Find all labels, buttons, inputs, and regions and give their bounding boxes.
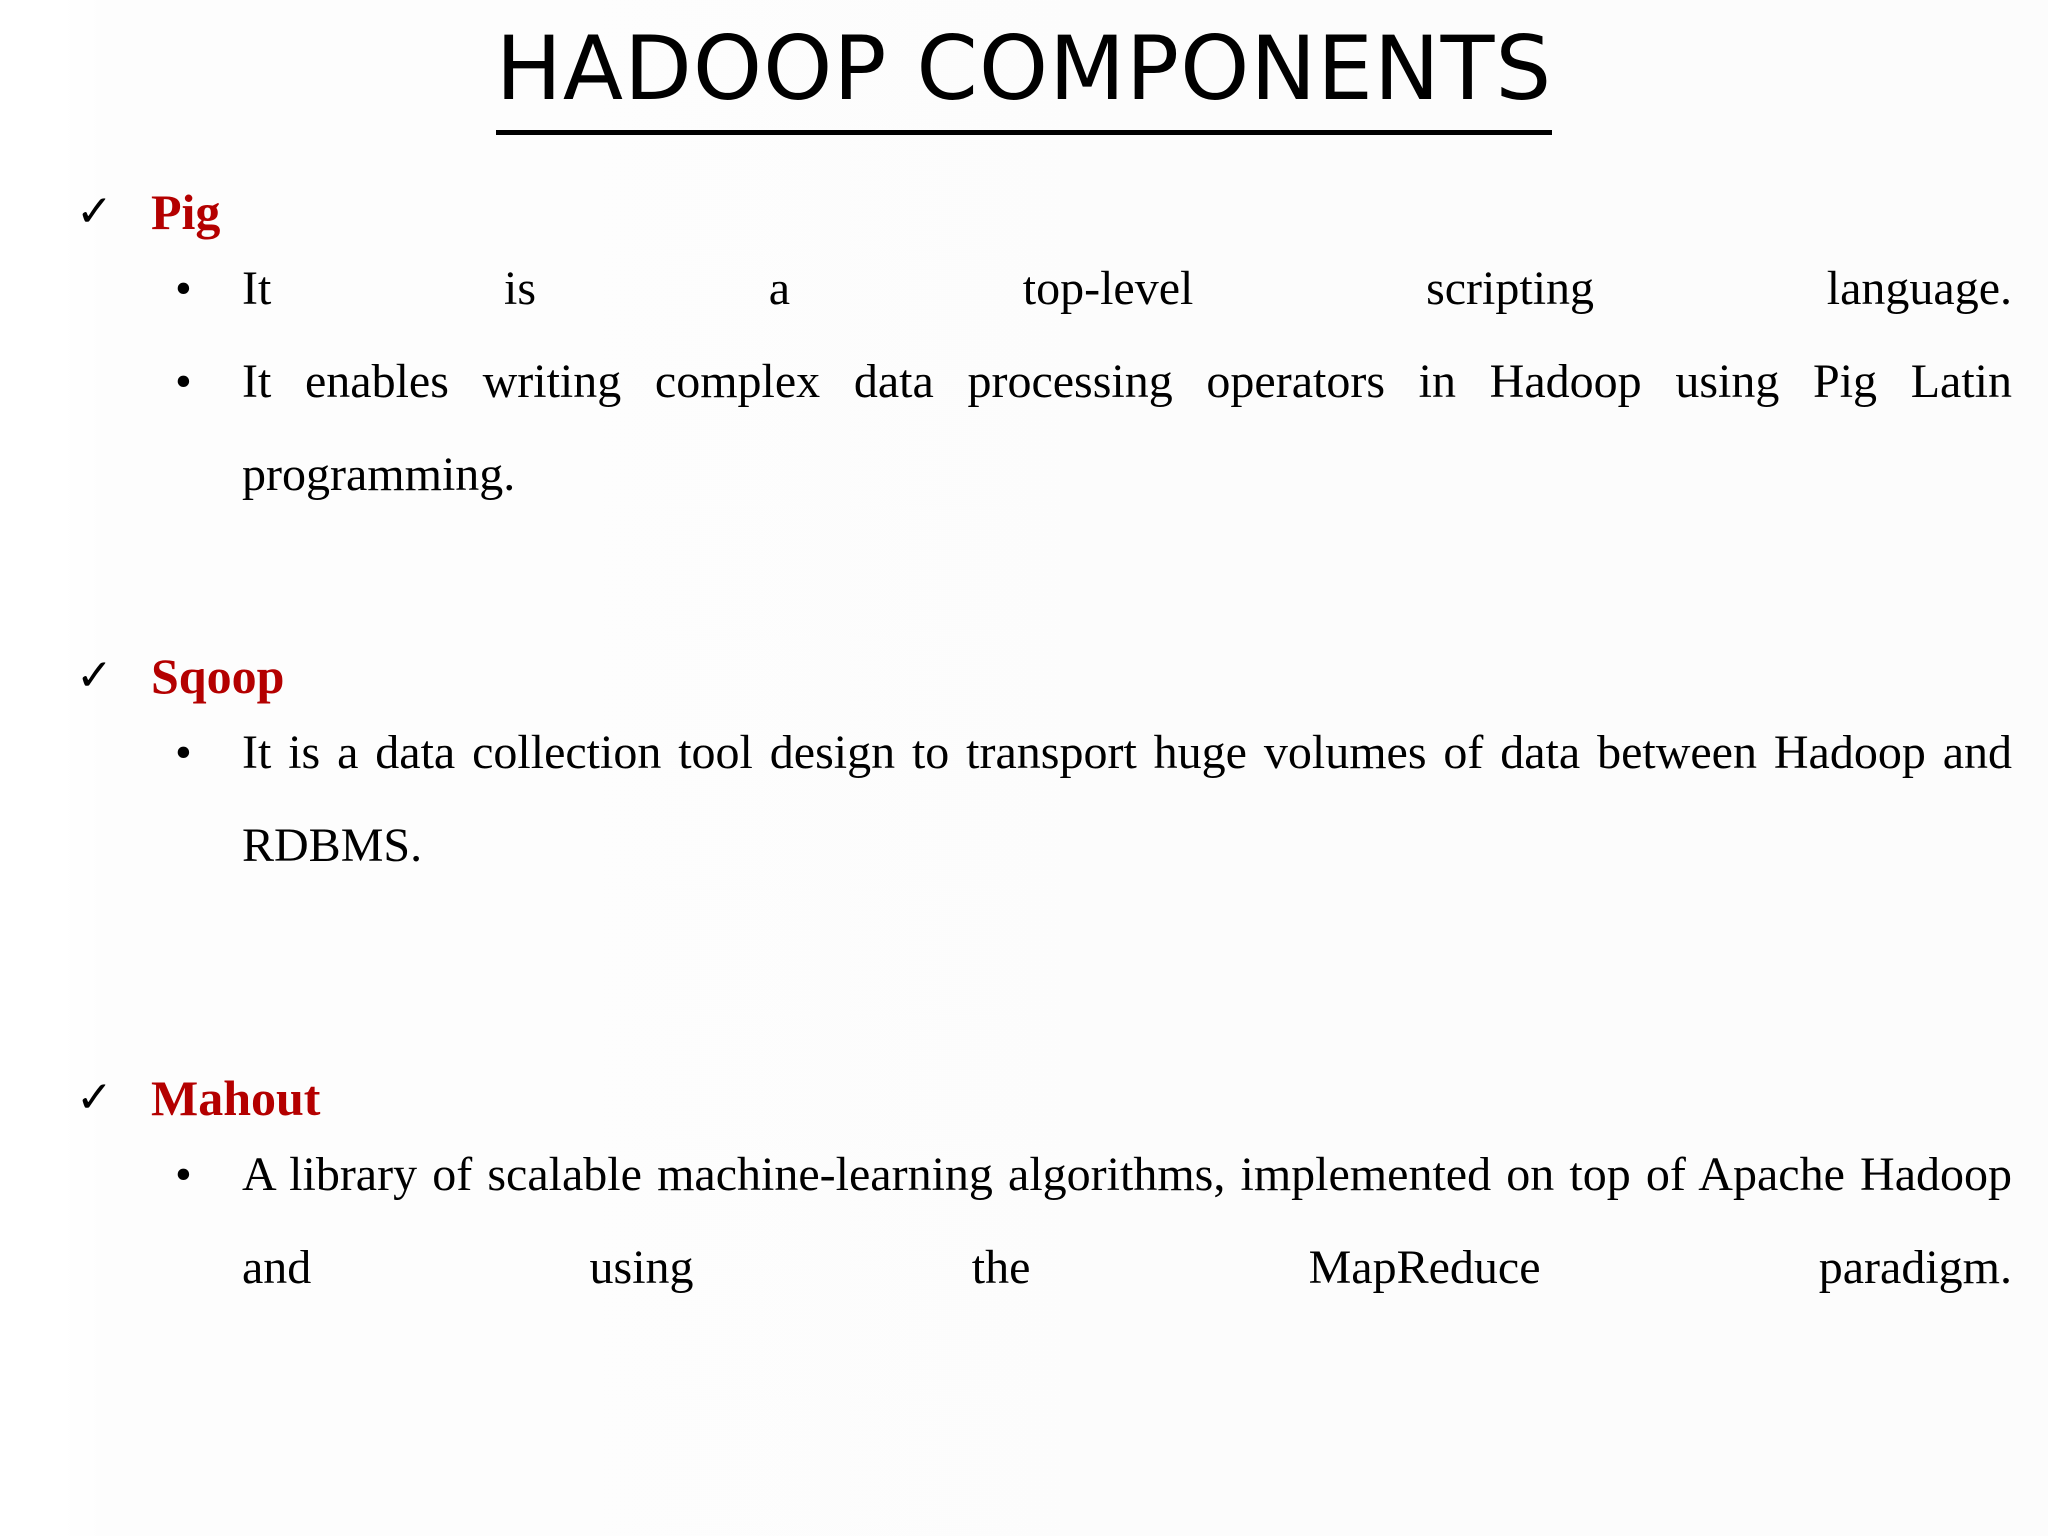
section-heading: Pig — [151, 184, 221, 240]
bullet-icon: • — [175, 355, 192, 408]
checkmark-icon: ✓ — [76, 186, 113, 237]
bullet-icon: • — [175, 1148, 192, 1201]
bullet-text: It is a top-level scripting language. — [242, 262, 2012, 315]
bullet-icon: • — [175, 726, 192, 779]
page-title: HADOOP COMPONENTS — [496, 14, 1553, 135]
section-heading: Sqoop — [151, 648, 285, 704]
title-wrap — [0, 14, 2048, 135]
bullet-text: It enables writing complex data processing operators in Hadoop using Pig Latin programming. — [242, 355, 2012, 501]
bullet-text: It is a data collection tool design to transport huge volumes of data between Hadoop and RDBMS. — [242, 726, 2012, 872]
checkmark-icon: ✓ — [76, 650, 113, 701]
section-heading-row — [0, 1068, 2048, 1128]
section-heading-row — [0, 182, 2048, 242]
bullet-text: A library of scalable machine-learning algorithms, implemented on top of Apache Hadoop and using the MapReduce paradigm. — [242, 1148, 2012, 1294]
section-heading-row — [0, 646, 2048, 706]
bullet-icon: • — [175, 262, 192, 315]
section-heading: Mahout — [151, 1070, 321, 1126]
checkmark-icon: ✓ — [76, 1072, 113, 1123]
